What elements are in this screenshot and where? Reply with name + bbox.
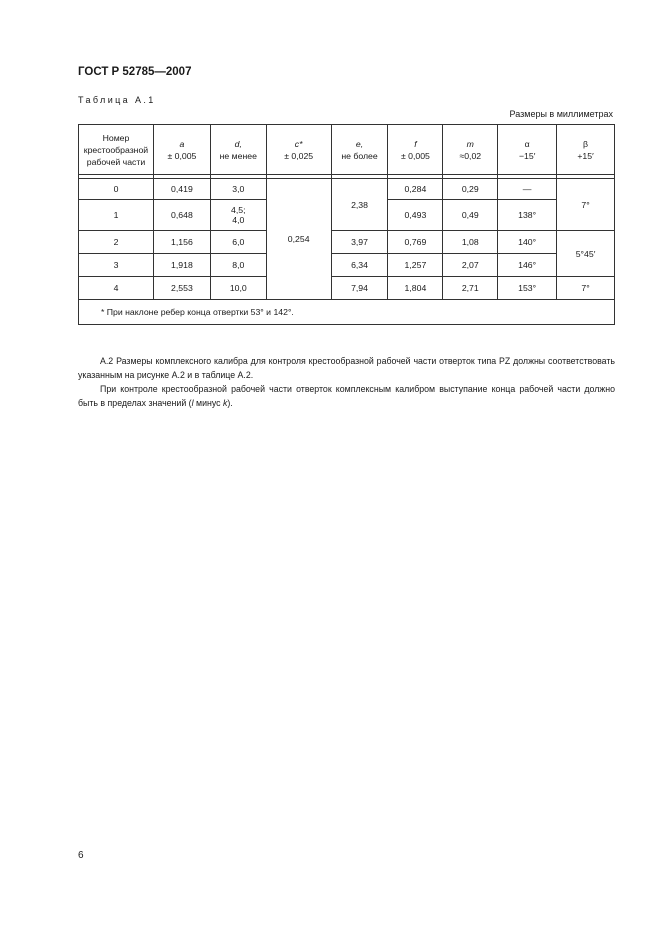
cell-beta: 7° <box>557 277 615 300</box>
col-header-e: e, не более <box>331 125 388 175</box>
cell-f: 0,493 <box>388 200 443 231</box>
page-number: 6 <box>78 850 84 861</box>
table-row <box>79 231 615 254</box>
col-header-a: a ± 0,005 <box>153 125 210 175</box>
table-footnote: * При наклоне ребер конца отвертки 53° и 142°. <box>79 300 615 325</box>
cell-d: 6,0 <box>210 231 266 254</box>
cell-e: 7,94 <box>331 277 388 300</box>
cell-number: 0 <box>79 179 154 200</box>
cell-alpha: 140° <box>498 231 557 254</box>
cell-d: 8,0 <box>210 254 266 277</box>
cell-f: 0,769 <box>388 231 443 254</box>
cell-a: 0,648 <box>153 200 210 231</box>
cell-d: 3,0 <box>210 179 266 200</box>
table-row <box>79 179 615 200</box>
col-header-m: m ≈0,02 <box>443 125 498 175</box>
cell-c-merged: 0,254 <box>266 179 331 300</box>
cell-m: 2,71 <box>443 277 498 300</box>
cell-number: 3 <box>79 254 154 277</box>
table-header-row <box>79 125 615 175</box>
cell-d: 4,5; 4,0 <box>210 200 266 231</box>
paragraph-control: При контроле крестообразной рабочей части отверток комплексным калибром выступание конца рабочей части должно быть в пределах значений (l минус k). <box>78 383 615 408</box>
cell-a: 1,918 <box>153 254 210 277</box>
cell-a: 1,156 <box>153 231 210 254</box>
cell-m: 0,29 <box>443 179 498 200</box>
cell-beta-merged: 7° <box>557 179 615 231</box>
col-header-d: d, не менее <box>210 125 266 175</box>
cell-number: 2 <box>79 231 154 254</box>
table-row <box>79 254 615 277</box>
cell-alpha: 153° <box>498 277 557 300</box>
table-caption: Таблица А.1 <box>78 95 156 105</box>
cell-m: 2,07 <box>443 254 498 277</box>
paragraph-a2: А.2 Размеры комплексного калибра для контроля крестообразной рабочей части отверток типа PZ должны соответствовать указанным на рисунке А.2 и в таблице А.2. <box>78 355 615 380</box>
units-note: Размеры в миллиметрах <box>509 109 613 119</box>
cell-m: 1,08 <box>443 231 498 254</box>
col-header-c: c* ± 0,025 <box>266 125 331 175</box>
col-header-alpha: α −15′ <box>498 125 557 175</box>
cell-e-merged: 2,38 <box>331 179 388 231</box>
cell-a: 0,419 <box>153 179 210 200</box>
col-header-beta: β +15′ <box>557 125 615 175</box>
table-footnote-row <box>79 300 615 325</box>
cell-f: 1,257 <box>388 254 443 277</box>
cell-alpha: 146° <box>498 254 557 277</box>
cell-f: 1,804 <box>388 277 443 300</box>
cell-e: 6,34 <box>331 254 388 277</box>
cell-e: 3,97 <box>331 231 388 254</box>
dimensions-table <box>78 124 615 325</box>
cell-f: 0,284 <box>388 179 443 200</box>
table-row <box>79 277 615 300</box>
cell-alpha: 138° <box>498 200 557 231</box>
cell-alpha: — <box>498 179 557 200</box>
cell-d: 10,0 <box>210 277 266 300</box>
col-header-number: Номер крестообразной рабочей части <box>79 125 154 175</box>
col-header-f: f ± 0,005 <box>388 125 443 175</box>
cell-number: 1 <box>79 200 154 231</box>
cell-beta-merged: 5°45′ <box>557 231 615 277</box>
cell-m: 0,49 <box>443 200 498 231</box>
document-header: ГОСТ Р 52785—2007 <box>78 66 192 78</box>
cell-a: 2,553 <box>153 277 210 300</box>
cell-number: 4 <box>79 277 154 300</box>
